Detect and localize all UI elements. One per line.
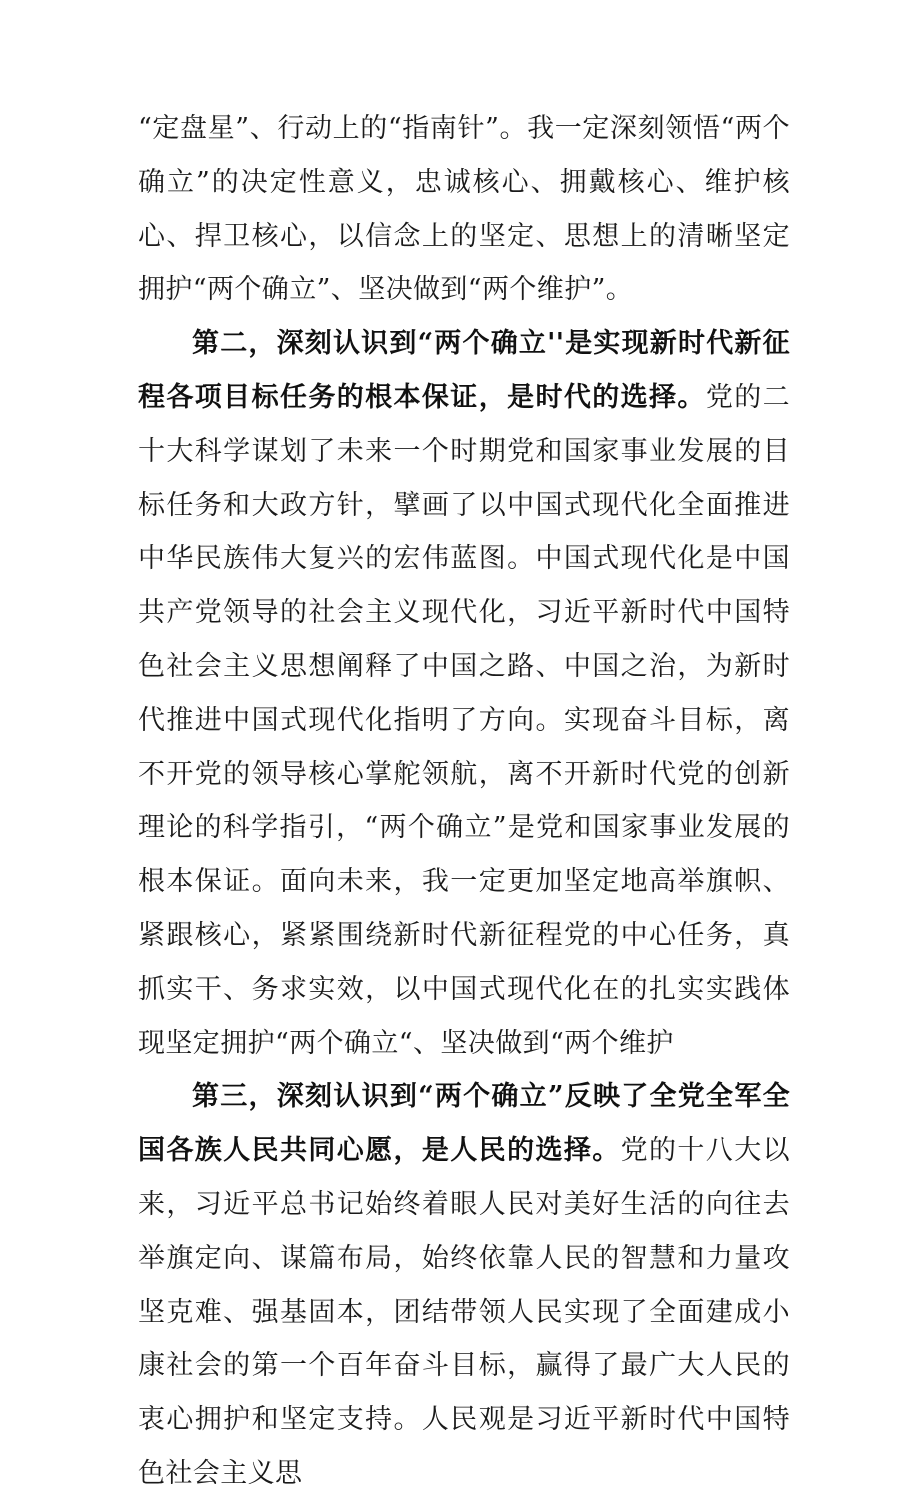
paragraph-bold-lead: 第二，深刻认识到“两个确立''是实现新时代新征程各项目标任务的根本保证，是时代的选择。 bbox=[138, 328, 790, 413]
paragraph-text: “定盘星”、行动上的“指南针”。我一定深刻领悟“两个确立”的决定性意义，忠诚核心、拥戴核心、维护核心、捍卫核心，以信念上的坚定、思想上的清晰坚定拥护“两个确立”、坚决做到“两个维护”。 bbox=[138, 113, 790, 306]
paragraph-bold-lead: 第三，深刻认识到“两个确立”反映了全党全军全国各族人民共同心愿，是人民的选择。 bbox=[138, 1081, 790, 1167]
paragraph-continuation bbox=[138, 102, 790, 317]
paragraph-text: 党的十八大以来，习近平总书记始终着眼人民对美好生活的向往去举旗定向、谋篇布局，始终依靠人民的智慧和力量攻坚克难、强基固本，团结带领人民实现了全面建成小康社会的第一个百年奋斗目标，赢得了最广大人民的衷心拥护和坚定支持。人民观是习近平新时代中国特色社会主义思 bbox=[138, 1135, 790, 1489]
paragraph-second bbox=[138, 317, 790, 1070]
paragraph-third bbox=[138, 1070, 790, 1500]
paragraph-text: 党的二十大科学谋划了未来一个时期党和国家事业发展的目标任务和大政方针，擘画了以中国式现代化全面推进中华民族伟大复兴的宏伟蓝图。中国式现代化是中国共产党领导的社会主义现代化，习近平新时代中国特色社会主义思想阐释了中国之路、中国之治，为新时代推进中国式现代化指明了方向。实现奋斗目标，离不开党的领导核心掌舵领航，离不开新时代党的创新理论的科学指引，“两个确立”是党和国家事业发展的根本保证。面向未来，我一定更加坚定地高举旗帜、紧跟核心，紧紧围绕新时代新征程党的中心任务，真抓实干、务求实效，以中国式现代化在的扎实实践体现坚定拥护“两个确立“、坚决做到“两个维护 bbox=[138, 381, 791, 1059]
document-body bbox=[138, 102, 790, 1501]
